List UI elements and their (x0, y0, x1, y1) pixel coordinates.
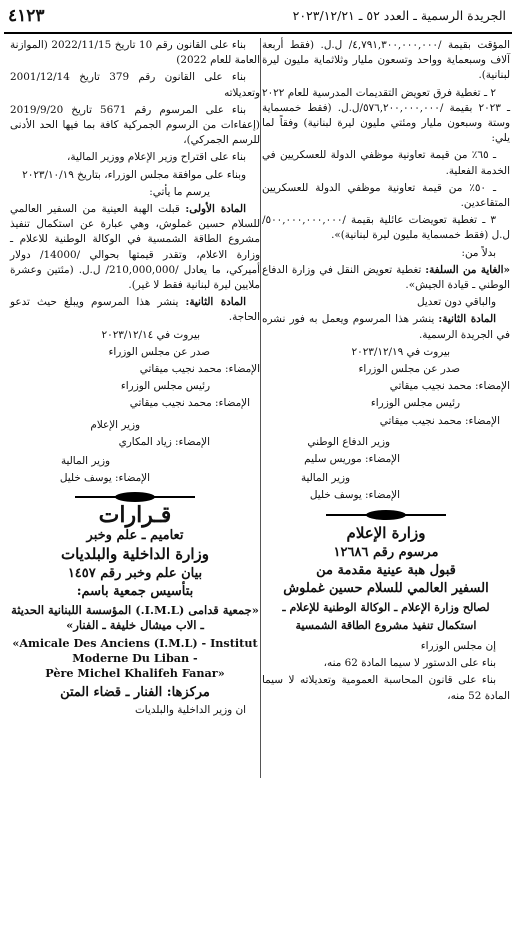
decree-title-line: لصالح وزارة الإعلام ـ الوكالة الوطنية للإعلام ـ (282, 600, 490, 614)
paragraph (10, 202, 260, 293)
ministry-heading: وزارة الداخلية والبلديات (60, 544, 209, 563)
signature-line: الإمضاء: محمد نجيب ميقاتي (389, 380, 510, 393)
association-name: «جمعية قدامى (I.M.L.) المؤسسة اللبنانية الحديثة ـ الاب ميشال خليفة ـ الفنار» (11, 602, 259, 632)
decree-number: مرسوم رقم ١٢٦٨٦ (333, 544, 439, 560)
signature-line: الإمضاء: موريس سليم (304, 453, 400, 466)
paragraph: بناء على الدستور لا سيما المادة 62 منه، (323, 657, 496, 670)
paragraph: ٢ ـ تغطية فرق تعويض التقديمات المدرسية للعام ٢٠٢٢ ـ ٢٠٢٣ بقيمة /٥٧٦,٢٠٠,٠٠٠,٠٠٠/ل.ل. (فقط خمسماية وستة وسبعون مليار ومئتي مليون ليرة لبنانية) وفقاً لما يلي: (262, 86, 510, 145)
paragraph: والباقي دون تعديل (416, 296, 496, 309)
association-name-fr: «Amicale Des Anciens (I.M.L) - Institut (12, 635, 258, 650)
signature-line: الإمضاء: يوسف خليل (59, 472, 150, 485)
decree-title-line: استكمال تنفيذ مشروع الطاقة الشمسية (295, 618, 477, 632)
paragraph: يرسم ما يأتي: (149, 185, 210, 198)
page-number: ٤١٢٣ (8, 6, 45, 26)
paragraph (262, 263, 510, 293)
signature-line: صدر عن مجلس الوزراء (108, 345, 210, 358)
right-column (262, 38, 510, 706)
signature-line: رئيس مجلس الوزراء (120, 380, 210, 393)
section-subtitle: تعاميم ـ علم وخبر (86, 527, 184, 543)
paragraph: بدلاً من: (461, 246, 496, 259)
signature-line: رئيس مجلس الوزراء (370, 397, 460, 410)
association-name-fr: Moderne Du Liban - (72, 651, 198, 666)
paragraph: ٣ ـ تغطية تعويضات عائلية بقيمة /٥٠٠,٠٠٠,٠٠٠,٠٠٠/ ل.ل (فقط خمسماية مليون ليرة لبنانية)». (262, 214, 510, 242)
decree-date: بيروت في ٢٠٢٣/١٢/١٤ (101, 328, 200, 341)
decree-title-line: قبول هبة عينية مقدمة من (316, 563, 456, 579)
signature-line: صدر عن مجلس الوزراء (358, 363, 460, 376)
label: «الغاية من السلفة: (425, 263, 511, 276)
association-name-fr: Père Michel Khalifeh Fanar» (45, 666, 225, 681)
signature-line: الإمضاء: محمد نجيب ميقاتي (379, 414, 500, 427)
header-rule (4, 32, 512, 34)
paragraph: بناء على القانون رقم 10 تاريخ 2022/11/15 (الموازنة العامة للعام 2022) (10, 39, 260, 67)
paragraph: المؤقت بقيمة /٤,٧٩١,٣٠٠,٠٠٠,٠٠٠/ ل.ل. (فقط أربعة آلاف وسبعماية وواحد وتسعون مليار وثلاثماية مليون ليرة لبنانية). (262, 39, 510, 82)
paragraph: ـ ٥٠٪ من قيمة تعاونية موظفي الدولة للعسكريين المتقاعدين. (262, 181, 510, 210)
page-header (4, 4, 512, 30)
paragraph: ـ ٦٥٪ من قيمة تعاونية موظفي الدولة للعسكريين في الخدمة الفعلية. (262, 149, 510, 177)
ministry-heading: وزارة الإعلام (346, 523, 426, 542)
article-label: المادة الأولى: (185, 203, 246, 216)
ornament-divider (326, 510, 446, 520)
header-title: الجريدة الرسمية ـ العدد ٥٢ ـ ٢٠٢٣/١٢/٢١ (292, 8, 506, 23)
paragraph: ان وزير الداخلية والبلديات (135, 703, 246, 716)
signature-line: الإمضاء: محمد نجيب ميقاتي (139, 363, 260, 376)
paragraph: وبناء على موافقة مجلس الوزراء، بتاريخ ٢٠٢٣/١٠/١٩ (22, 168, 246, 181)
notice-number: بيان علم وخبر رقم ١٤٥٧ (67, 566, 203, 582)
ornament-divider (75, 492, 195, 502)
column-divider (260, 38, 261, 778)
section-title: قـرارات (98, 502, 172, 529)
headquarters: مركزها: الفنار ـ قضاء المتن (60, 684, 210, 700)
paragraph: بناء على القانون رقم 379 تاريخ 2001/12/14 وتعديلاته (10, 71, 260, 99)
paragraph (10, 295, 260, 325)
paragraph: بناء على قانون المحاسبة العمومية وتعديلاته لا سيما المادة 52 منه، (262, 674, 510, 702)
text: قبلت الهبة العينية من السفير العالمي للسلام حسين غملوش، وهي عبارة عن استكمال تنفيذ مشروع الطاقة الشمسية في الوكالة الوطنية للاعلام ـ وزارة الاعلام، وتقدر قيمتها بحوالي /14000/ دولار أميركي، ما يعادل /210,000,000/ ل.ل. (مئتين وعشرة ملايين ليرة لبنانية فقط لا غير). (10, 203, 260, 292)
signature-line: الإمضاء: محمد نجيب ميقاتي (129, 397, 250, 410)
paragraph: بناء على اقتراح وزير الإعلام ووزير المالية، (67, 151, 246, 164)
paragraph: بناء على المرسوم رقم 5671 تاريخ 2019/9/20 (إعفاءات من الرسوم الجمركية كافة بما فيها الحد الأدنى للرسم الجمركي)، (10, 103, 260, 147)
signature-line: الإمضاء: زياد المكاري (118, 435, 210, 448)
notice-line: بتأسيس جمعية باسم: (76, 584, 194, 600)
text: ينشر هذا المرسوم ويعمل به فور نشره في الجريدة الرسمية. (262, 313, 510, 341)
signature-line: وزير الإعلام (90, 418, 140, 431)
article-label: المادة الثانية: (185, 296, 246, 309)
article-label: المادة الثانية: (438, 313, 496, 326)
text: ينشر هذا المرسوم ويبلغ حيث تدعو الحاجة. (10, 296, 260, 324)
left-column (10, 38, 260, 720)
signature-line: وزير المالية (300, 472, 350, 485)
paragraph (262, 312, 510, 342)
signature-line: الإمضاء: يوسف خليل (309, 489, 400, 502)
signature-line: وزير المالية (60, 455, 110, 468)
decree-title-line: السفير العالمي للسلام حسين غملوش (283, 581, 489, 597)
decree-date: بيروت في ٢٠٢٣/١٢/١٩ (351, 345, 450, 358)
text: تغطية تعويض النقل في وزارة الدفاع الوطني ـ قيادة الجيش». (262, 263, 510, 292)
signature-line: وزير الدفاع الوطني (307, 435, 390, 448)
paragraph: إن مجلس الوزراء (420, 639, 496, 652)
